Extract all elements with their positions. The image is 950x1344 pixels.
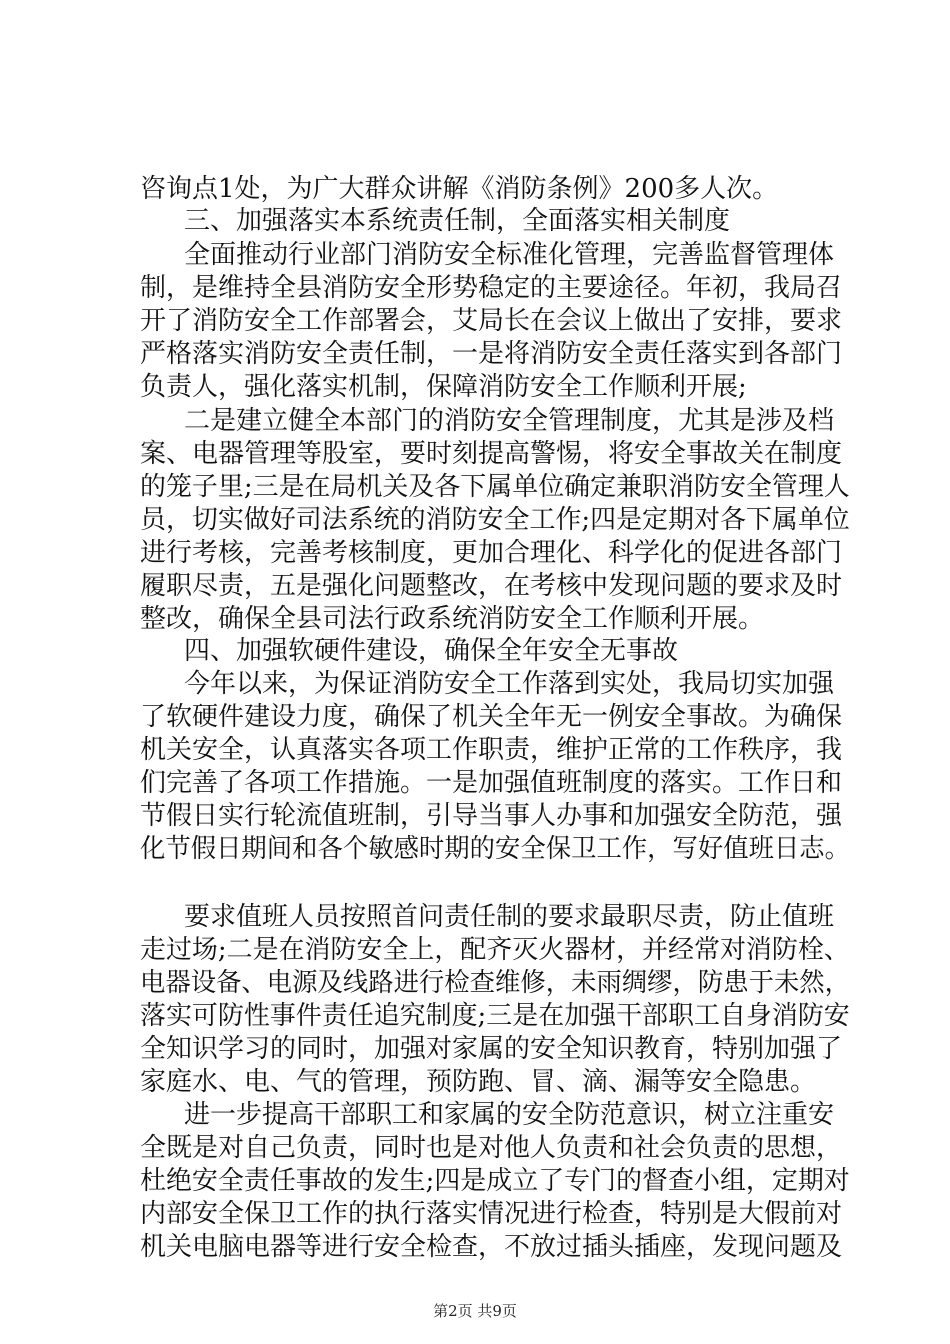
section-heading: 四、加强软硬件建设，确保全年安全无事故 [184,636,679,666]
text-line: 家庭水、电、气的管理，预防跑、冒、滴、漏等安全隐患。 [140,1067,817,1097]
text-line: 节假日实行轮流值班制，引导当事人办事和加强安全防范，强 [140,801,843,831]
section-heading: 三、加强落实本系统责任制，全面落实相关制度 [184,206,731,236]
text-line: 机关安全，认真落实各项工作职责，维护正常的工作秩序，我 [140,735,843,765]
text-line: 严格落实消防安全责任制，一是将消防安全责任落实到各部门 [140,339,843,369]
text-line: 走过场;二是在消防安全上，配齐灭火器材，并经常对消防栓、 [140,935,850,965]
text-line: 制，是维持全县消防安全形势稳定的主要途径。年初，我局召 [140,273,843,303]
text-line: 进一步提高干部职工和家属的安全防范意识，树立注重安 [184,1100,835,1130]
text-line: 案、电器管理等股室，要时刻提高警惕，将安全事故关在制度 [140,439,843,469]
text-line: 履职尽责，五是强化问题整改，在考核中发现问题的要求及时 [140,571,843,601]
text-line: 员，切实做好司法系统的消防安全工作;四是定期对各下属单位 [140,505,850,535]
text-line: 们完善了各项工作措施。一是加强值班制度的落实。工作日和 [140,768,843,798]
text-line: 二是建立健全本部门的消防安全管理制度，尤其是涉及档 [184,406,835,436]
text-line: 负责人，强化落实机制，保障消防安全工作顺利开展; [140,372,747,402]
text-line: 机关电脑电器等进行安全检查，不放过插头插座，发现问题及 [140,1232,843,1262]
text-line: 今年以来，为保证消防安全工作落到实处，我局切实加强 [184,669,835,699]
text-line: 要求值班人员按照首问责任制的要求最职尽责，防止值班 [184,902,835,932]
text-line: 全知识学习的同时，加强对家属的安全知识教育，特别加强了 [140,1034,843,1064]
text-line: 全既是对自己负责，同时也是对他人负责和社会负责的思想， [140,1133,843,1163]
text-line: 开了消防安全工作部署会，艾局长在会议上做出了安排，要求 [140,306,843,336]
text-line: 进行考核，完善考核制度，更加合理化、科学化的促进各部门 [140,538,843,568]
text-line: 内部安全保卫工作的执行落实情况进行检查，特别是大假前对 [140,1199,843,1229]
text-line: 化节假日期间和各个敏感时期的安全保卫工作，写好值班日志。 [140,834,851,864]
text-line: 咨询点1处，为广大群众讲解《消防条例》200多人次。 [140,174,779,204]
text-line: 的笼子里;三是在局机关及各下属单位确定兼职消防安全管理人 [140,472,850,502]
text-line: 了软硬件建设力度，确保了机关全年无一例安全事故。为确保 [140,702,843,732]
text-line: 整改，确保全县司法行政系统消防安全工作顺利开展。 [140,604,765,634]
text-line: 全面推动行业部门消防安全标准化管理，完善监督管理体 [184,240,835,270]
text-line: 电器设备、电源及线路进行检查维修，未雨绸缪，防患于未然， [140,968,851,998]
text-line: 落实可防性事件责任追究制度;三是在加强干部职工自身消防安 [140,1001,850,1031]
text-line: 杜绝安全责任事故的发生;四是成立了专门的督查小组，定期对 [140,1166,850,1196]
page-footer: 第2页 共9页 [433,1302,517,1320]
